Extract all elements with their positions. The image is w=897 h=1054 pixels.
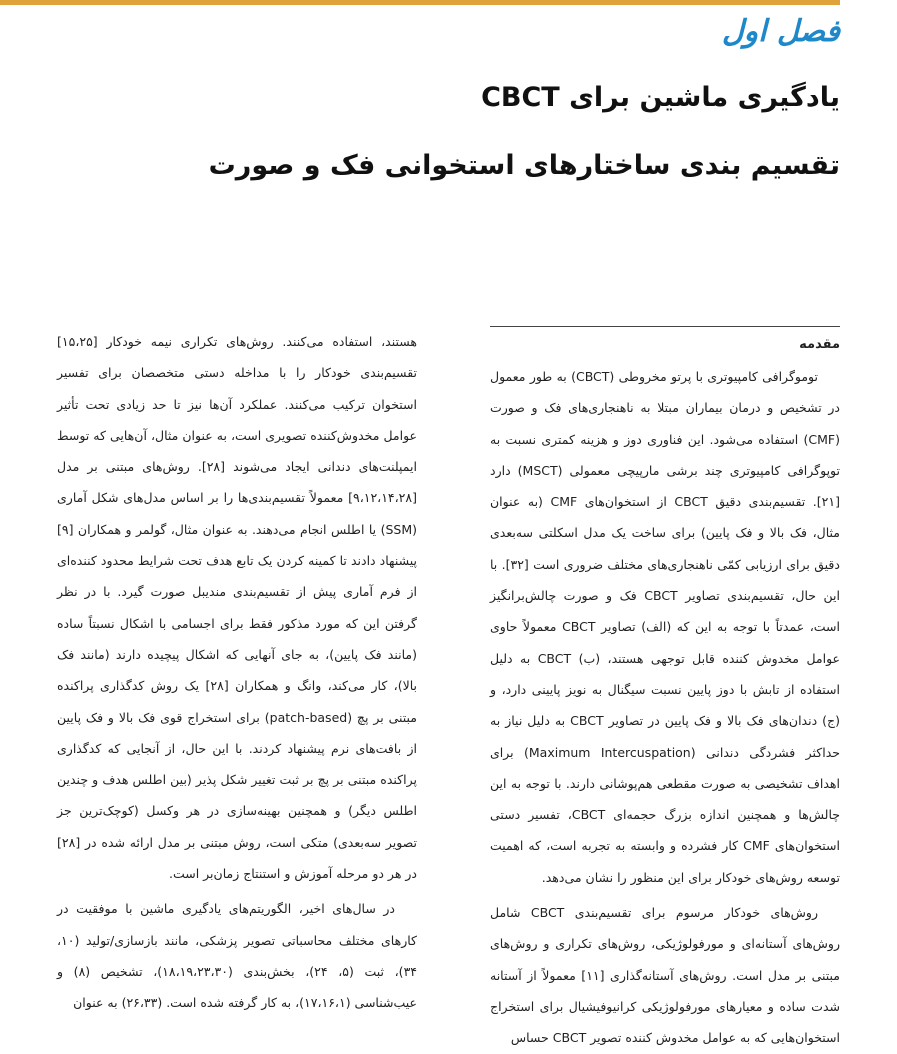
paragraph: روش‌های خودکار مرسوم برای تقسیم‌بندی CBCT شامل روش‌های آستانه‌ای و مورفولوژیکی، روش‌های تکراری و روش‌های مبتنی بر مدل است. روش‌های آستانه‌گذاری [۱۱] معمولاً از آستانه شدت ساده و معیارهای مورفولوژیکی کرانیوفیشیال برای استخراج استخوان‌هایی که به عوامل مخدوش کننده تصویر CBCT حساس xyxy=(490,905,840,1046)
right-column xyxy=(490,326,840,1054)
paragraph: توموگرافی کامپیوتری با پرتو مخروطی (CBCT) به طور معمول در تشخیص و درمان بیماران مبتلا به ناهنجاری‌های فک و صورت (CMF) استفاده می‌شود. این فناوری دوز و هزینه کمتری نسبت به توپوگرافی کامپیوتری چند برشی مارپیچی معمولی (MSCT) دارد [۲۱]. تقسیم‌بندی دقیق CBCT از استخوان‌های CMF (به عنوان مثال، فک بالا و فک پایین) برای ساخت یک مدل اسکلتی سه‌بعدی دقیق برای ارزیابی کمّی ناهنجاری‌های مختلف ضروری است [۳۲]. با این حال، تقسیم‌بندی تصاویر CBCT فک و صورت چالش‌برانگیز است، عمدتاً با توجه به این که (الف) تصاویر CBCT معمولاً حاوی عوامل مخدوش کننده قابل توجهی هستند، (ب) CBCT به دلیل استفاده از تابش با دوز پایین نسبت سیگنال به نویز پایینی دارد، و (ج) دندان‌های فک بالا و فک پایین در تصاویر CBCT به دلیل نیاز به حداکثر فشردگی دندانی (Maximum Intercuspation) برای اهداف تشخیصی به صورت مقطعی هم‌پوشانی دارند. با توجه به این چالش‌ها و همچنین اندازه بزرگ حجمه‌ای CBCT، تفسیر دستی استخوان‌های CMF کار فشرده و وابسته به تجربه است، که اهمیت توسعه روش‌های خودکار برای این منظور را نشان می‌دهد. xyxy=(490,369,840,885)
top-accent-rule xyxy=(0,0,840,5)
chapter-title-line-2: تقسیم بندی ساختارهای استخوانی فک و صورت xyxy=(208,150,840,181)
left-column xyxy=(57,326,417,1019)
chapter-label: فصل اول xyxy=(721,14,840,49)
paragraph: هستند، استفاده می‌کنند. روش‌های تکراری نیمه خودکار [۱۵،۲۵] تقسیم‌بندی خودکار را با مداخله دستی متخصصان برای تفسیر استخوان ترکیب می‌کنند. عملکرد آن‌ها نیز تا حد زیادی تحت تأثیر عوامل مخدوش‌کننده تصویری است، به عنوان مثال، آن‌هایی که توسط ایمپلنت‌های دندانی ایجاد می‌شوند [۲۸]. روش‌های مبتنی بر مدل [۹،۱۲،۱۴،۲۸] معمولاً تقسیم‌بندی‌ها را بر اساس مدل‌های شکل آماری (SSM) یا اطلس انجام می‌دهند. به عنوان مثال، گولمر و همکاران [۹] پیشنهاد دادند تا کمینه کردن یک تابع هدف تحت شرایط محدود کننده‌ای از فرم آماری پیش از تقسیم‌بندی مندیبل صورت گیرد. با در نظر گرفتن این که مورد مذکور فقط برای اجسامی با اشکال نسبتاً ساده (مانند فک پایین)، به جای آنهایی که اشکال پیچیده دارند (مانند فک بالا)، کار می‌کند، وانگ و همکاران [۲۸] یک روش کدگذاری پراکنده مبتنی بر پچ (patch-based) برای استخراج قوی فک بالا و فک پایین از بافت‌های نرم پیشنهاد کردند. با این حال، از آنجایی که کدگذاری پراکنده مبتنی بر پچ بر ثبت تغییر شکل پذیر (بین اطلس هدف و چندین اطلس دیگر) و همچنین بهینه‌سازی در هر وکسل (کوچک‌ترین جز تصویر سه‌بعدی) متکی است، روش مبتنی بر مدل ارائه شده در [۲۸] در هر دو مرحله آموزش و استنتاج زمان‌بر است. xyxy=(57,334,418,882)
paragraph: در سال‌های اخیر، الگوریتم‌های یادگیری ماشین با موفقیت در کارهای مختلف محاسباتی تصویر پزشکی، مانند بازسازی/تولید (۱۰، ۳۴)، ثبت (۵، ۲۴)، بخش‌بندی (۱۸،۱۹،۲۳،۳۰)، تشخیص (۸) و عیب‌شناسی (۱۷،۱۶،۱)، به کار گرفته شده است. (۲۶،۳۳) به عنوان xyxy=(57,901,417,1011)
chapter-title-line-1: یادگیری ماشین برای CBCT xyxy=(481,82,840,113)
section-heading: مقدمه xyxy=(490,326,840,359)
